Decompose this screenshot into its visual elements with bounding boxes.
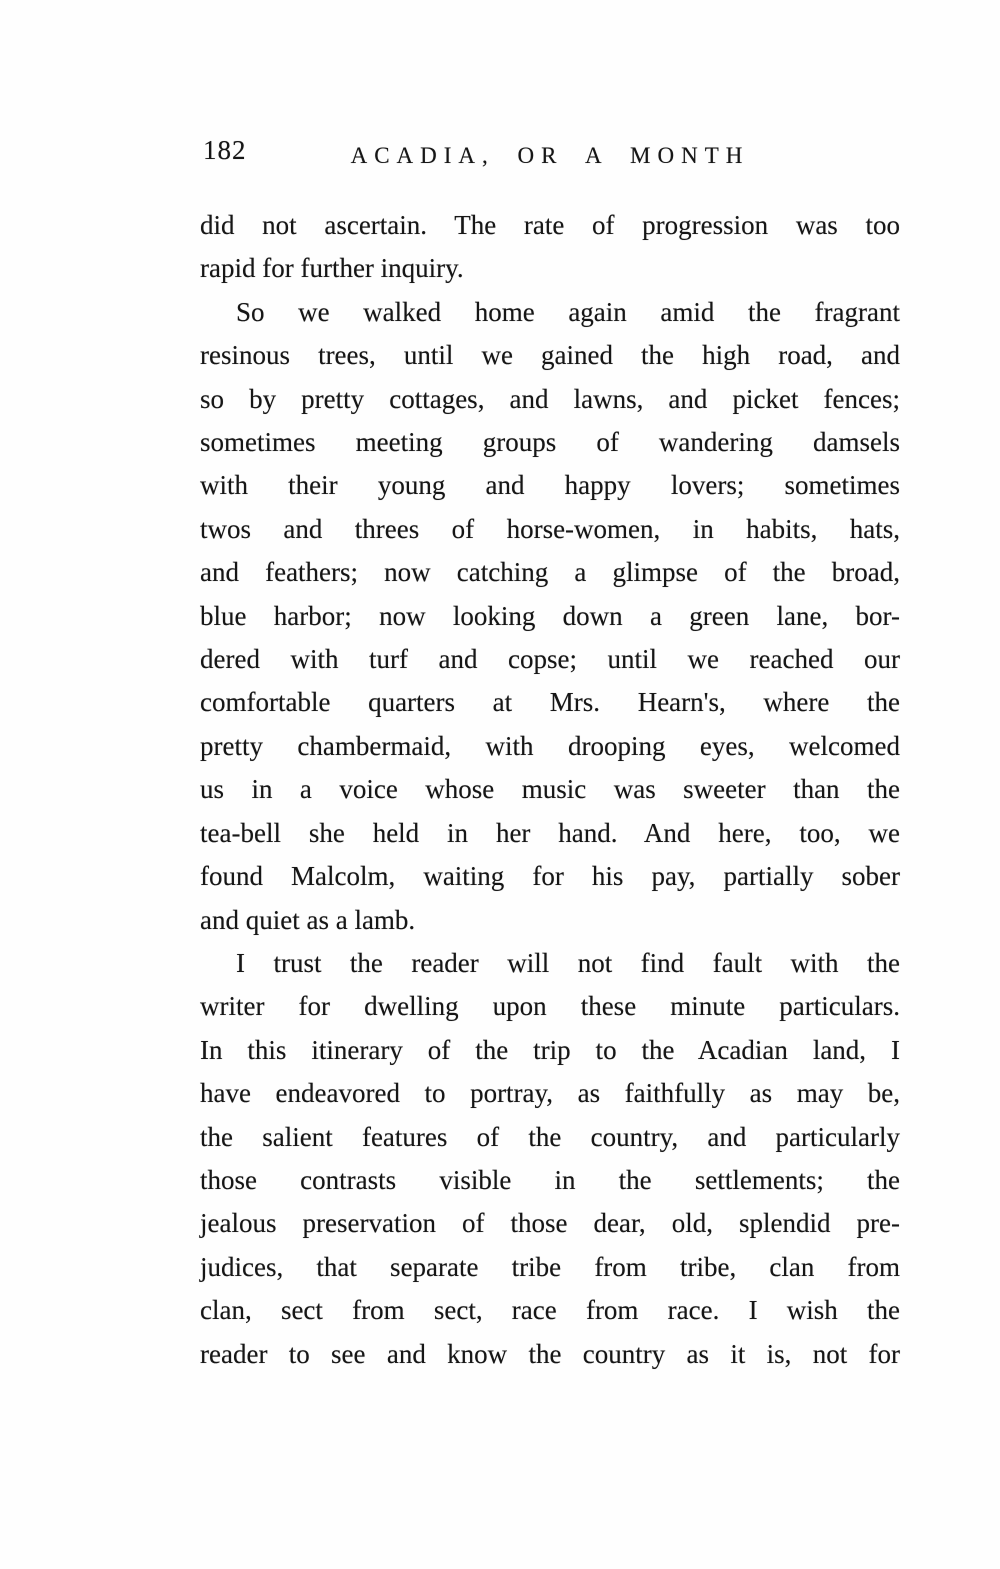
text-line: jealous preservation of those dear, old, splendid pre- [200, 1208, 900, 1239]
text-line: resinous trees, until we gained the high road, and [200, 340, 900, 371]
text-line: found Malcolm, waiting for his pay, partially sober [200, 861, 900, 892]
text-line: so by pretty cottages, and lawns, and picket fences; [200, 383, 900, 414]
text-line: comfortable quarters at Mrs. Hearn's, where the [200, 687, 900, 718]
text-line: dered with turf and copse; until we reached our [200, 644, 900, 675]
text-line: So we walked home again amid the fragrant [236, 296, 900, 327]
text-line: did not ascertain. The rate of progression was too [200, 210, 900, 240]
text-line: and quiet as a lamb. [200, 904, 416, 935]
text-line: writer for dwelling upon these minute particulars. [200, 991, 900, 1022]
running-title: ACADIA, OR A MONTH [350, 143, 750, 168]
text-line: I trust the reader will not find fault with the [236, 947, 900, 978]
text-line: us in a voice whose music was sweeter than the [200, 774, 900, 805]
text-line: In this itinerary of the trip to the Acadian land, I [200, 1034, 900, 1065]
paragraph [200, 942, 900, 1376]
page-number: 182 [203, 135, 247, 165]
text-block [200, 204, 900, 1376]
page-header [200, 137, 900, 177]
text-line: and feathers; now catching a glimpse of the broad, [200, 557, 900, 588]
text-line: judices, that separate tribe from tribe, clan from [200, 1251, 900, 1282]
text-line: rapid for further inquiry. [200, 253, 464, 284]
paragraph [200, 204, 900, 291]
text-line: have endeavored to portray, as faithfully as may be, [200, 1078, 900, 1109]
text-line: sometimes meeting groups of wandering damsels [200, 427, 900, 458]
text-line: twos and threes of horse-women, in habits, hats, [200, 513, 900, 544]
text-line: those contrasts visible in the settlements; the [200, 1164, 900, 1195]
text-line: the salient features of the country, and particularly [200, 1121, 900, 1152]
text-line: tea-bell she held in her hand. And here, too, we [200, 817, 900, 848]
text-line: clan, sect from sect, race from race. I wish the [200, 1295, 900, 1326]
text-line: with their young and happy lovers; sometimes [200, 470, 900, 501]
text-line: reader to see and know the country as it is, not for [200, 1338, 900, 1369]
text-line: blue harbor; now looking down a green lane, bor- [200, 600, 900, 631]
text-line: pretty chambermaid, with drooping eyes, welcomed [200, 730, 900, 761]
paragraph [200, 291, 900, 942]
